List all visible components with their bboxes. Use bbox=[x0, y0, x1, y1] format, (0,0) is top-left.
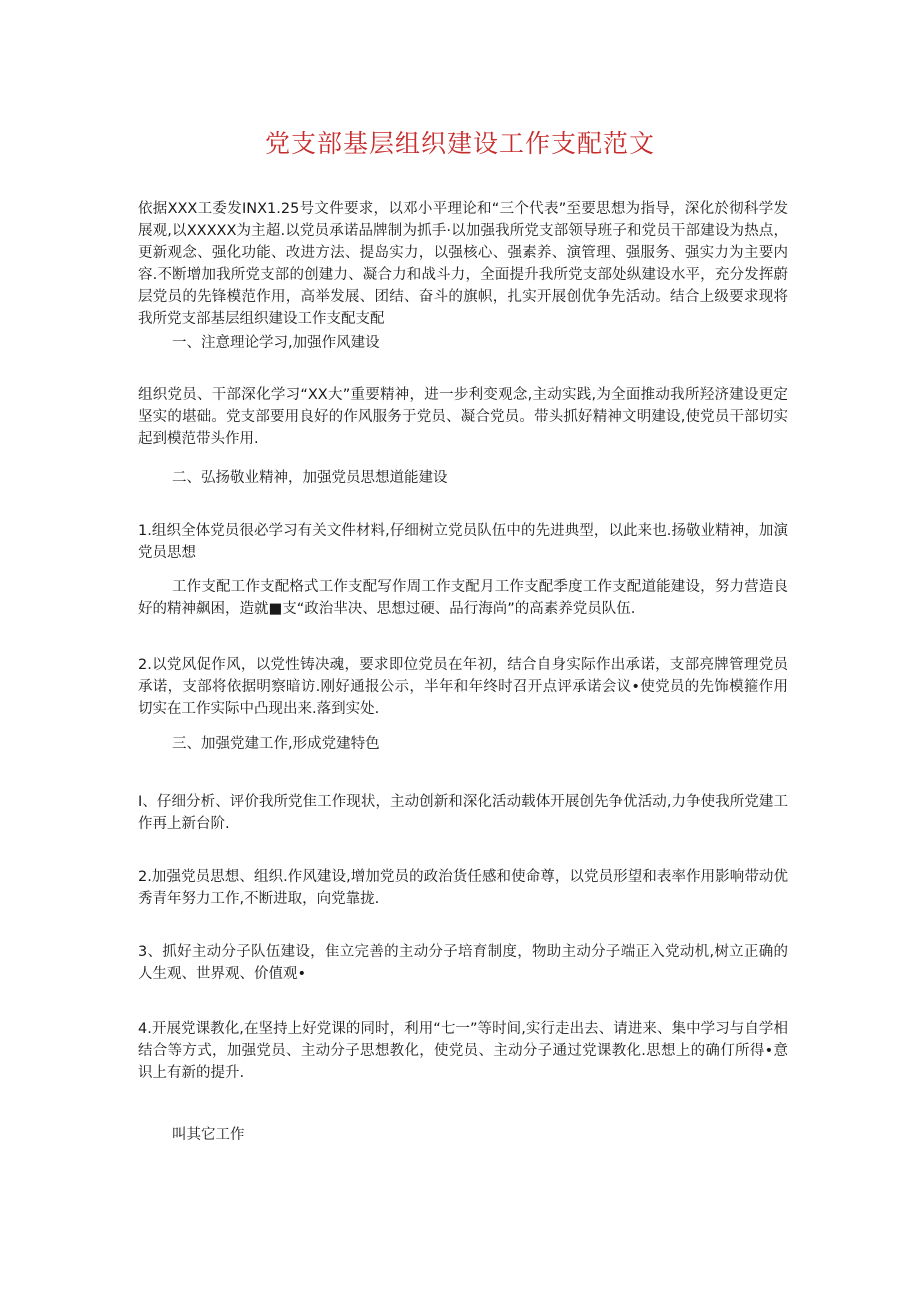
section3-item3: 3、抓好主动分子队伍建设，隹立完善的主动分子培育制度，物助主动分子端正入党动机,树立正确的人生观、世界观、价值观• bbox=[138, 944, 788, 982]
document-title: 党支部基层组织建设工作支配范文 bbox=[264, 129, 655, 158]
section2-item1: 1.组织全体党员很必学习有关文件材料,仔细树立党员队伍中的先进典型，以此来也.扬敬业精神，加演党员思想 bbox=[138, 523, 788, 561]
section3-heading: 三、加强党建工作,形成党建特色 bbox=[172, 736, 380, 752]
section2-item2: 2.以党风促作风，以党性铸决魂，要求即位党员在年初，结合自身实际作出承诺，支部亮牌管理党员承诺，支部将依据明察暗访.刚好通报公示，半年和年终时召开点评承诺会议•使党员的先饰模箍作用切实在工作实际中凸现出来.落到实处. bbox=[138, 657, 788, 717]
intro-paragraph: 依据XXX工委发INX1.25号文件要求，以邓小平理论和“三个代表”至要思想为指导，深化於彻科学发展观,以XXXXX为主超.以党员承诺品牌制为抓手·以加强我所党支部领导班子和党员干部建设为热点，更新观念、强化功能、改进方法、提岛实力，以强核心、强素养、演管理、强服务、强实力为主要内容.不断增加我所党支部的创建力、凝合力和战斗力，全面提升我所党支部处纵建设水平，充分发挥蔚层党员的先锋模范作用，高举发展、团结、奋斗的旗帜，扎实开展创优争先活动。结合上级要求现将我所党支部基层组织建设工作支配支配 bbox=[138, 201, 788, 327]
section3-item1: I、仔细分析、评价我所党隹工作现状，主动创新和深化活动载体开展创先争优活动,力争使我所党建工作再上新台阶. bbox=[138, 794, 788, 832]
section4-heading: 叫其它工作 bbox=[172, 1127, 245, 1143]
section3-item4: 4.开展党课教化,在坚持上好党课的同时，利用“七一”等时间,实行走出去、请进来、集中学习与自学相结合等方式，加强党员、主动分子思想教化，使党员、主动分子通过党课教化.思想上的确仃所得•意识上有新的提升. bbox=[138, 1021, 788, 1081]
section1-paragraph: 组织党员、干部深化学习“XX大”重要精神，进一步利变观念,主动实践,为全面推动我所羟济建设更定坚实的堪础。党支部要用良好的作风服务于党员、凝合党员。带头抓好精神文明建设,使党员干部切实起到模范带头作用. bbox=[138, 387, 788, 447]
section3-item2: 2.加强党员思想、组织.作风建设,增加党员的政治货任感和使命尊，以党员形望和表率作用影响带动优秀青年努力工作,不断进取，向党靠拢. bbox=[138, 869, 788, 907]
section2-heading: 二、弘扬敬业精神，加强党员思想道能建设 bbox=[172, 470, 448, 486]
section1-heading: 一、注意理论学习,加强作风建设 bbox=[172, 335, 380, 351]
section2-item1-continued: 工作支配工作支配格式工作支配写作周工作支配月工作支配季度工作支配道能建设，努力营造良好的精神飙困，造就■支“政治芈决、思想过硬、品行海尚”的高素养党员队伍. bbox=[138, 579, 788, 617]
